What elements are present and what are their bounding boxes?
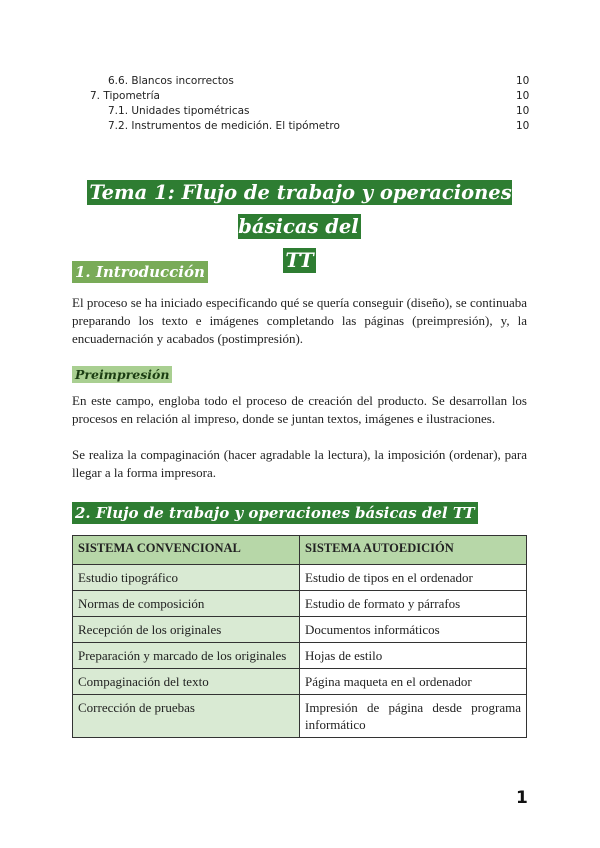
preimpresion-paragraph-2: Se realiza la compaginación (hacer agradable la lectura), la imposición (ordenar), para llegar a la forma impresora. <box>72 447 527 480</box>
toc-entry-label[interactable]: 6.6. Blancos incorrectos <box>108 75 234 87</box>
page-title-line2: TT <box>285 249 314 272</box>
toc-entry-page: 10 <box>516 90 530 102</box>
table-cell: Normas de composición <box>73 591 300 617</box>
table-cell: Compaginación del texto <box>73 669 300 695</box>
table-cell: Estudio de formato y párrafos <box>300 591 527 617</box>
table-cell: Impresión de página desde programa informático <box>300 695 527 738</box>
table-row <box>73 617 527 643</box>
subheading-preimpresion: Preimpresión <box>72 366 172 383</box>
table-row <box>73 591 527 617</box>
page-number: 1 <box>516 788 528 808</box>
toc-entry-page: 10 <box>516 105 530 117</box>
toc-entry-label[interactable]: 7. Tipometría <box>90 90 160 102</box>
table-cell: Página maqueta en el ordenador <box>300 669 527 695</box>
section-heading-introduccion: 1. Introducción <box>72 261 208 283</box>
toc-entry-page: 10 <box>516 75 530 87</box>
section-heading-flujo: 2. Flujo de trabajo y operaciones básicas del TT <box>72 502 478 524</box>
toc-entry-label[interactable]: 7.2. Instrumentos de medición. El tipómetro <box>108 120 340 132</box>
table-cell: Estudio de tipos en el ordenador <box>300 565 527 591</box>
table-cell: Recepción de los originales <box>73 617 300 643</box>
preimpresion-paragraph-1: En este campo, engloba todo el proceso de creación del producto. Se desarrollan los procesos en relación al impreso, donde se juntan textos, imágenes e ilustraciones. <box>72 393 527 426</box>
toc-entry-page: 10 <box>516 120 530 132</box>
column-header: SISTEMA CONVENCIONAL <box>73 536 300 565</box>
table-row <box>73 643 527 669</box>
intro-paragraph: El proceso se ha iniciado especificando qué se quería conseguir (diseño), se continuaba preparando los texto e imágenes completando las páginas (preimpresión), y, la encuadernación y acabados (postimpresión). <box>72 295 527 346</box>
toc-entry-label[interactable]: 7.1. Unidades tipométricas <box>108 105 250 117</box>
page-title-line1: Tema 1: Flujo de trabajo y operaciones básicas del <box>89 181 512 238</box>
table-cell: Hojas de estilo <box>300 643 527 669</box>
table-cell: Estudio tipográfico <box>73 565 300 591</box>
column-header: SISTEMA AUTOEDICIÓN <box>300 536 527 565</box>
table-row <box>73 565 527 591</box>
table-row <box>73 695 527 738</box>
table-header-row <box>73 536 527 565</box>
table-cell: Corrección de pruebas <box>73 695 300 738</box>
comparison-table <box>72 535 527 738</box>
table-cell: Documentos informáticos <box>300 617 527 643</box>
table-row <box>73 669 527 695</box>
table-cell: Preparación y marcado de los originales <box>73 643 300 669</box>
